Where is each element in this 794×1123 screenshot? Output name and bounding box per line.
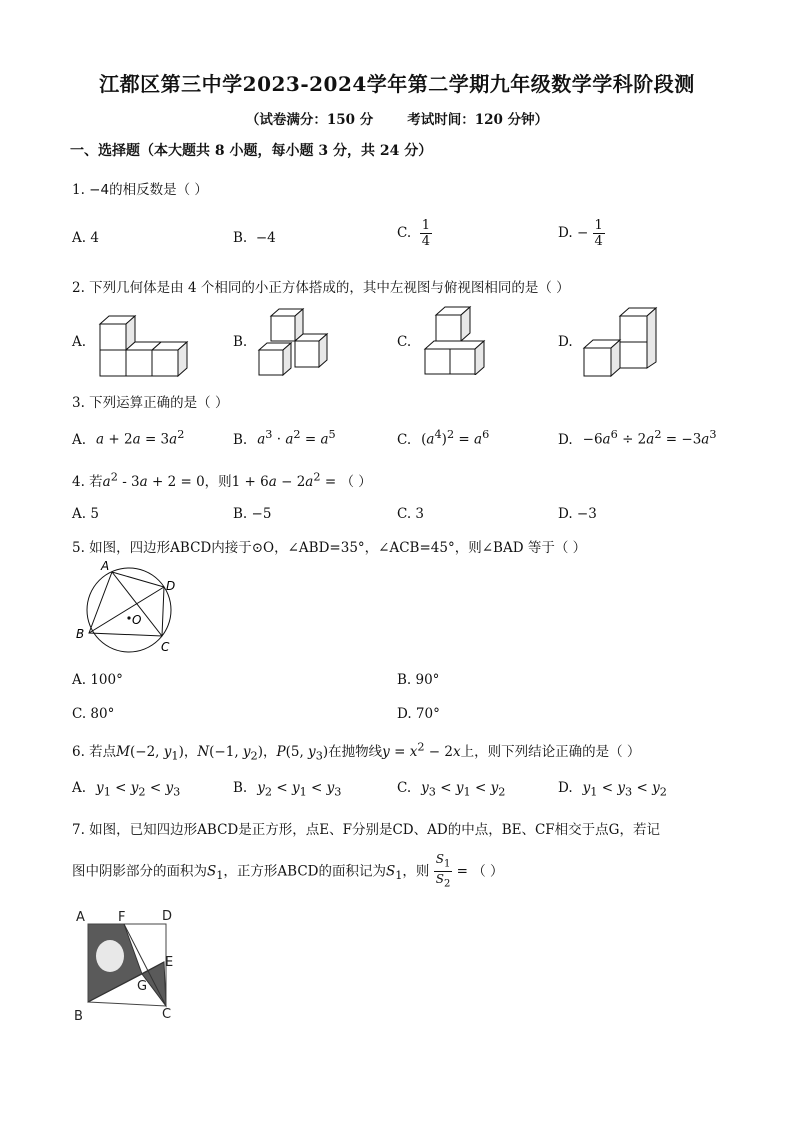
question-1-stem: 1. −4的相反数是（ ）: [72, 182, 208, 198]
question-7-stem-line2: 图中阴影部分的面积为$S_1$，正方形ABCD的面积记为$S_1$，则 $\frac{S_1}{S_2}$ = （ ）: [72, 852, 504, 890]
q2-option-a-label[interactable]: A.: [72, 334, 87, 350]
q2-option-b-label[interactable]: B.: [233, 334, 248, 350]
q6-option-c[interactable]: C. $y_3 < y_1 < y_2$: [397, 780, 506, 799]
question-5-stem: 5. 如图，四边形ABCD内接于⊙O，∠ABD=35°，∠ACB=45°，则∠BAD 等于（ ）: [72, 540, 587, 556]
q7-label-d: D: [162, 909, 173, 924]
q5-label-a: A: [101, 560, 110, 573]
q7-label-g: G: [137, 979, 148, 994]
q1-option-c[interactable]: C. $\frac{1}{4}$: [397, 218, 431, 249]
q3-option-c[interactable]: C. $(a^4)^2 = a^6$: [397, 428, 490, 448]
q5-label-o: O: [132, 613, 142, 627]
q5-label-c: C: [161, 640, 170, 654]
q1-option-a[interactable]: A. 4: [72, 230, 99, 246]
q1-option-d[interactable]: D. − $\frac{1}{4}$: [558, 218, 603, 249]
q3-option-d[interactable]: D. $-6a^6 \div 2a^2 = -3a^3$: [558, 428, 717, 448]
q7-label-e: E: [165, 955, 174, 970]
q7-square-figure: [70, 904, 190, 1024]
q6-option-d[interactable]: D. $y_1 < y_3 < y_2$: [558, 780, 667, 799]
q2-figure-d: [580, 306, 670, 378]
q2-figure-b: [255, 308, 335, 378]
q2-figure-c: [420, 305, 495, 375]
q7-label-b: B: [74, 1009, 83, 1024]
question-6-stem: 6. 若点M(−2, $y_1$)，N(−1, $y_2$)，P(5, $y_3$)在抛物线$y = x^2 - 2x$上，则下列结论正确的是（ ）: [72, 740, 641, 763]
question-4-stem: 4. 若$a^2 - 3a + 2 = 0$，则$1 + 6a - 2a^2$ = （ ）: [72, 470, 372, 490]
q7-label-c: C: [162, 1007, 172, 1022]
exam-info: [0, 108, 794, 128]
q5-circle-figure: [72, 560, 182, 660]
q5-option-b[interactable]: B. 90°: [397, 672, 440, 688]
q5-label-d: D: [166, 579, 176, 593]
q2-option-d-label[interactable]: D.: [558, 334, 573, 350]
q5-option-a[interactable]: A. 100°: [72, 672, 123, 688]
q5-option-c[interactable]: C. 80°: [72, 706, 115, 722]
q6-option-a[interactable]: A. $y_1 < y_2 < y_3$: [72, 780, 181, 799]
time-info: 考试时间：120 分钟）: [407, 112, 549, 128]
question-2-stem: 2. 下列几何体是由 4 个相同的小正方体搭成的，其中左视图与俯视图相同的是（ ）: [72, 280, 570, 296]
question-7-stem-line1: 7. 如图，已知四边形ABCD是正方形，点E、F分别是CD、AD的中点，BE、CF相交于点G，若记: [72, 822, 660, 838]
q4-option-d[interactable]: D. −3: [558, 506, 597, 522]
q4-option-a[interactable]: A. 5: [72, 506, 99, 522]
q3-option-b[interactable]: B. $a^3 \cdot a^2 = a^5$: [233, 428, 336, 448]
q6-option-b[interactable]: B. $y_2 < y_1 < y_3$: [233, 780, 342, 799]
q4-option-c[interactable]: C. 3: [397, 506, 425, 522]
q5-label-b: B: [76, 627, 85, 641]
section-heading: 一、选择题（本大题共 8 小题，每小题 3 分，共 24 分）: [70, 143, 433, 159]
q4-option-b[interactable]: B. −5: [233, 506, 272, 522]
q2-option-c-label[interactable]: C.: [397, 334, 412, 350]
score-info: （试卷满分：150 分: [245, 112, 374, 128]
q7-label-a: A: [76, 910, 85, 925]
page-title: 江都区第三中学2023-2024学年第二学期九年级数学学科阶段测: [99, 72, 695, 96]
q3-option-a[interactable]: A. $a + 2a = 3a^2$: [72, 428, 185, 448]
q2-figure-a: [95, 310, 195, 380]
q7-label-f: F: [118, 910, 126, 925]
q1-option-b[interactable]: B. −4: [233, 230, 276, 246]
q5-option-d[interactable]: D. 70°: [397, 706, 440, 722]
question-3-stem: 3. 下列运算正确的是（ ）: [72, 395, 229, 411]
